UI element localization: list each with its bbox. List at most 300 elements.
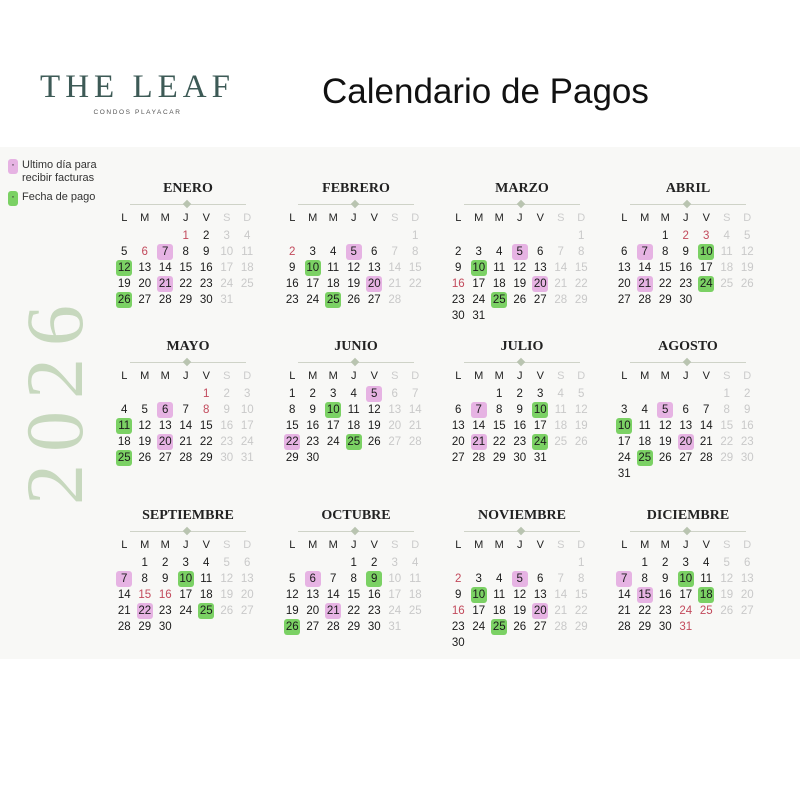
payment-day: 24 — [533, 436, 547, 448]
day-cell: 3 — [309, 246, 316, 258]
empty-cell — [469, 386, 490, 402]
day-cell: 15 — [574, 589, 588, 601]
day-cell: 22 — [179, 278, 193, 290]
day-cell: 25 — [699, 605, 713, 617]
day-cell: 26 — [720, 605, 734, 617]
day-cell: 9 — [682, 246, 689, 258]
weekday-label: V — [370, 212, 378, 224]
day-cell: 30 — [367, 621, 381, 633]
day-cell: 13 — [740, 573, 754, 585]
day-cell: 28 — [554, 621, 568, 633]
day-cell: 31 — [240, 452, 254, 464]
day-cell: 20 — [240, 589, 254, 601]
empty-cell — [510, 555, 531, 571]
day-cell: 7 — [557, 573, 564, 585]
day-cell: 29 — [492, 452, 506, 464]
day-cell: 22 — [638, 605, 652, 617]
weekday-label: S — [723, 212, 731, 224]
month-grid — [282, 212, 430, 308]
payment-day: 9 — [364, 571, 385, 587]
day-cell: 21 — [117, 605, 131, 617]
day-cell: 1 — [182, 230, 189, 242]
day-cell: 1 — [141, 557, 148, 569]
day-cell: 23 — [679, 278, 693, 290]
day-cell: 28 — [699, 452, 713, 464]
payment-day: 10 — [533, 404, 547, 416]
day-cell: 4 — [641, 404, 648, 416]
empty-cell — [448, 555, 469, 571]
day-cell: 11 — [327, 262, 340, 274]
day-cell: 29 — [720, 452, 734, 464]
weekday-label: D — [411, 539, 420, 551]
day-cell: 8 — [412, 246, 419, 258]
weekday-label: M — [140, 370, 150, 382]
day-cell: 14 — [179, 420, 193, 432]
day-cell: 11 — [347, 404, 360, 416]
day-cell: 10 — [220, 246, 234, 258]
day-cell: 3 — [682, 557, 689, 569]
day-cell: 28 — [408, 436, 422, 448]
day-cell: 11 — [200, 573, 213, 585]
day-cell: 8 — [578, 573, 585, 585]
weekday-label: S — [723, 370, 731, 382]
day-cell: 30 — [220, 452, 234, 464]
day-cell: 1 — [662, 230, 669, 242]
day-cell: 1 — [203, 388, 210, 400]
weekday-label: V — [202, 212, 210, 224]
payment-day: 10 — [679, 573, 693, 585]
month-grid — [114, 539, 262, 635]
day-cell: 13 — [617, 262, 631, 274]
invoice-deadline-day: 21 — [638, 278, 652, 290]
day-cell: 14 — [554, 589, 568, 601]
day-cell: 8 — [578, 246, 585, 258]
weekday-label: L — [455, 212, 462, 224]
invoice-deadline-day: 22 — [285, 436, 299, 448]
day-cell: 17 — [388, 589, 402, 601]
day-cell: 2 — [744, 388, 751, 400]
payment-day: 25 — [492, 621, 506, 633]
day-cell: 3 — [391, 557, 398, 569]
month-divider — [114, 198, 262, 212]
month-abril — [614, 180, 762, 308]
weekday-label: V — [702, 212, 710, 224]
day-cell: 13 — [240, 573, 254, 585]
empty-cell — [114, 228, 135, 244]
weekday-label: M — [494, 539, 504, 551]
day-cell: 13 — [306, 589, 320, 601]
day-cell: 22 — [408, 278, 422, 290]
month-name: JULIO — [500, 339, 544, 354]
empty-cell — [385, 228, 406, 244]
weekday-label: M — [328, 212, 338, 224]
weekday-label: M — [474, 539, 484, 551]
weekday-label: M — [328, 539, 338, 551]
weekday-label: S — [391, 370, 399, 382]
day-cell: 13 — [388, 404, 402, 416]
day-cell: 19 — [574, 420, 588, 432]
payment-day: 10 — [179, 573, 193, 585]
empty-cell — [489, 555, 510, 571]
invoice-deadline-day: 20 — [533, 278, 547, 290]
month-divider — [282, 525, 430, 539]
empty-cell — [614, 228, 635, 244]
weekday-label: D — [243, 212, 252, 224]
day-cell: 16 — [199, 262, 213, 274]
day-cell: 16 — [451, 278, 465, 290]
day-cell: 11 — [493, 589, 506, 601]
day-cell: 17 — [179, 589, 193, 601]
month-grid — [614, 370, 762, 482]
empty-cell — [551, 228, 572, 244]
day-cell: 22 — [658, 278, 672, 290]
day-cell: 14 — [388, 262, 402, 274]
empty-cell — [489, 228, 510, 244]
weekday-label: M — [494, 370, 504, 382]
day-cell: 13 — [451, 420, 465, 432]
day-cell: 16 — [451, 605, 465, 617]
day-cell: 6 — [537, 246, 544, 258]
day-cell: 9 — [455, 589, 462, 601]
weekday-label: D — [743, 370, 752, 382]
day-cell: 27 — [367, 294, 381, 306]
empty-cell — [676, 386, 697, 402]
day-cell: 15 — [138, 589, 152, 601]
day-cell: 3 — [475, 246, 482, 258]
day-cell: 5 — [289, 573, 296, 585]
day-cell: 23 — [451, 621, 465, 633]
day-cell: 21 — [617, 605, 631, 617]
day-cell: 27 — [740, 605, 754, 617]
day-cell: 24 — [240, 436, 254, 448]
invoice-deadline-day: 20 — [679, 436, 693, 448]
day-cell: 28 — [472, 452, 486, 464]
day-cell: 7 — [412, 388, 419, 400]
month-grid — [448, 539, 596, 651]
month-divider — [448, 198, 596, 212]
month-divider — [448, 525, 596, 539]
day-cell: 13 — [367, 262, 381, 274]
weekday-label: S — [391, 539, 399, 551]
month-divider — [448, 356, 596, 370]
day-cell: 15 — [199, 420, 213, 432]
day-cell: 31 — [220, 294, 234, 306]
weekday-label: D — [577, 539, 586, 551]
weekday-label: J — [517, 212, 523, 224]
day-cell: 23 — [740, 436, 754, 448]
day-cell: 6 — [621, 246, 628, 258]
day-cell: 30 — [451, 637, 465, 649]
day-cell: 19 — [513, 605, 527, 617]
day-cell: 22 — [492, 436, 506, 448]
day-cell: 23 — [306, 436, 320, 448]
invoice-deadline-day: 22 — [138, 605, 152, 617]
invoice-deadline-day: 5 — [364, 386, 385, 402]
day-cell: 15 — [179, 262, 193, 274]
day-cell: 20 — [617, 278, 631, 290]
month-name: ENERO — [163, 181, 213, 196]
day-cell: 16 — [679, 262, 693, 274]
weekday-label: S — [223, 539, 231, 551]
day-cell: 30 — [658, 621, 672, 633]
day-cell: 17 — [617, 436, 631, 448]
month-name: NOVIEMBRE — [478, 508, 566, 523]
day-cell: 27 — [533, 621, 547, 633]
day-cell: 4 — [557, 388, 564, 400]
day-cell: 13 — [533, 589, 547, 601]
day-cell: 29 — [347, 621, 361, 633]
day-cell: 25 — [720, 278, 734, 290]
month-grid — [114, 370, 262, 466]
weekday-label: J — [683, 539, 689, 551]
weekday-label: D — [243, 370, 252, 382]
invoice-deadline-day: 20 — [158, 436, 172, 448]
weekday-label: M — [660, 212, 670, 224]
day-cell: 30 — [740, 452, 754, 464]
month-name: FEBRERO — [322, 181, 390, 196]
day-cell: 23 — [658, 605, 672, 617]
empty-cell — [530, 555, 551, 571]
invoice-deadline-day: 6 — [303, 571, 324, 587]
day-cell: 23 — [367, 605, 381, 617]
weekday-label: D — [743, 539, 752, 551]
month-divider — [114, 356, 262, 370]
legend-item-payment-date — [8, 191, 122, 206]
day-cell: 18 — [117, 436, 131, 448]
day-cell: 19 — [347, 278, 361, 290]
day-cell: 14 — [699, 420, 713, 432]
empty-cell — [114, 386, 135, 402]
day-cell: 18 — [720, 262, 734, 274]
day-cell: 31 — [472, 310, 486, 322]
day-cell: 27 — [158, 452, 172, 464]
weekday-label: D — [411, 212, 420, 224]
day-cell: 15 — [347, 589, 361, 601]
day-cell: 7 — [330, 573, 337, 585]
day-cell: 17 — [306, 278, 320, 290]
weekday-label: M — [160, 212, 170, 224]
day-cell: 26 — [138, 452, 152, 464]
weekday-label: M — [328, 370, 338, 382]
weekday-label: L — [289, 212, 296, 224]
day-cell: 22 — [347, 605, 361, 617]
invoice-deadline-day: 20 — [367, 278, 381, 290]
day-cell: 24 — [220, 278, 234, 290]
day-cell: 12 — [513, 589, 527, 601]
day-cell: 27 — [240, 605, 254, 617]
day-cell: 7 — [703, 404, 710, 416]
day-cell: 15 — [285, 420, 299, 432]
month-name: DICIEMBRE — [646, 508, 730, 523]
day-cell: 7 — [182, 404, 189, 416]
payment-day: 26 — [285, 621, 299, 633]
weekday-label: V — [202, 539, 210, 551]
day-cell: 19 — [658, 436, 672, 448]
day-cell: 17 — [240, 420, 254, 432]
day-cell: 1 — [496, 388, 503, 400]
weekday-label: J — [351, 370, 357, 382]
day-cell: 6 — [455, 404, 462, 416]
day-cell: 14 — [554, 262, 568, 274]
day-cell: 21 — [699, 436, 713, 448]
day-cell: 12 — [720, 573, 734, 585]
month-name: OCTUBRE — [321, 508, 391, 523]
empty-cell — [323, 555, 344, 571]
day-cell: 17 — [326, 420, 340, 432]
empty-cell — [448, 386, 469, 402]
empty-cell — [323, 228, 344, 244]
day-cell: 27 — [306, 621, 320, 633]
day-cell: 1 — [578, 230, 585, 242]
empty-cell — [303, 228, 324, 244]
day-cell: 6 — [244, 557, 251, 569]
day-cell: 1 — [412, 230, 419, 242]
day-cell: 30 — [451, 310, 465, 322]
payment-day: 25 — [347, 436, 361, 448]
weekday-label: L — [121, 370, 128, 382]
day-cell: 26 — [220, 605, 234, 617]
empty-cell — [614, 386, 635, 402]
day-cell: 1 — [723, 388, 730, 400]
day-cell: 12 — [285, 589, 299, 601]
day-cell: 27 — [617, 294, 631, 306]
month-grid — [448, 370, 596, 466]
day-cell: 5 — [744, 230, 751, 242]
month-divider — [114, 525, 262, 539]
day-cell: 4 — [350, 388, 357, 400]
day-cell: 31 — [533, 452, 547, 464]
day-cell: 4 — [244, 230, 251, 242]
day-cell: 9 — [309, 404, 316, 416]
day-cell: 7 — [391, 246, 398, 258]
weekday-label: M — [660, 370, 670, 382]
weekday-label: M — [160, 539, 170, 551]
month-diciembre — [614, 507, 762, 635]
day-cell: 9 — [744, 404, 751, 416]
weekday-label: M — [308, 212, 318, 224]
month-noviembre — [448, 507, 596, 651]
weekday-label: S — [223, 212, 231, 224]
legend-item-invoice-deadline — [8, 159, 122, 185]
month-octubre — [282, 507, 430, 635]
day-cell: 6 — [371, 246, 378, 258]
day-cell: 29 — [285, 452, 299, 464]
day-cell: 16 — [513, 420, 527, 432]
weekday-label: J — [351, 212, 357, 224]
day-cell: 24 — [388, 605, 402, 617]
day-cell: 2 — [203, 230, 210, 242]
month-mayo — [114, 338, 262, 466]
day-cell: 18 — [326, 278, 340, 290]
day-cell: 23 — [199, 278, 213, 290]
day-cell: 5 — [578, 388, 585, 400]
day-cell: 18 — [408, 589, 422, 601]
day-cell: 5 — [121, 246, 128, 258]
day-cell: 6 — [537, 573, 544, 585]
month-grid — [282, 539, 430, 635]
empty-cell — [282, 555, 303, 571]
day-cell: 13 — [533, 262, 547, 274]
weekday-label: D — [743, 212, 752, 224]
weekday-label: V — [536, 539, 544, 551]
day-cell: 21 — [388, 278, 402, 290]
day-cell: 2 — [371, 557, 378, 569]
day-cell: 29 — [658, 294, 672, 306]
legend-label: Fecha de pago — [22, 191, 96, 203]
day-cell: 28 — [158, 294, 172, 306]
day-cell: 27 — [138, 294, 152, 306]
weekday-label: L — [621, 539, 628, 551]
day-cell: 25 — [554, 436, 568, 448]
invoice-deadline-day: 6 — [155, 402, 176, 418]
month-name: SEPTIEMBRE — [142, 508, 234, 523]
invoice-deadline-day: 7 — [469, 402, 490, 418]
day-cell: 14 — [326, 589, 340, 601]
day-cell: 3 — [537, 388, 544, 400]
day-cell: 29 — [179, 294, 193, 306]
weekday-label: L — [621, 370, 628, 382]
day-cell: 18 — [240, 262, 254, 274]
weekday-label: S — [557, 539, 565, 551]
weekday-label: L — [455, 539, 462, 551]
empty-cell — [469, 228, 490, 244]
day-cell: 26 — [740, 278, 754, 290]
invoice-deadline-day: 21 — [158, 278, 172, 290]
month-divider — [282, 356, 430, 370]
weekday-label: J — [183, 539, 189, 551]
weekday-label: V — [202, 370, 210, 382]
day-cell: 17 — [679, 589, 693, 601]
payment-day: 10 — [472, 589, 486, 601]
day-cell: 29 — [574, 621, 588, 633]
day-cell: 11 — [700, 573, 713, 585]
day-cell: 5 — [141, 404, 148, 416]
day-cell: 8 — [641, 573, 648, 585]
day-cell: 18 — [492, 278, 506, 290]
day-cell: 9 — [455, 262, 462, 274]
day-cell: 28 — [388, 294, 402, 306]
month-divider — [614, 198, 762, 212]
day-cell: 19 — [220, 589, 234, 601]
day-cell: 28 — [617, 621, 631, 633]
weekday-label: M — [640, 212, 650, 224]
month-grid — [614, 212, 762, 308]
invoice-deadline-day: 21 — [472, 436, 486, 448]
day-cell: 8 — [496, 404, 503, 416]
invoice-deadline-day: 5 — [510, 571, 531, 587]
invoice-deadline-day: 20 — [533, 605, 547, 617]
empty-cell — [176, 386, 197, 402]
payment-day: 25 — [492, 294, 506, 306]
day-cell: 2 — [455, 573, 462, 585]
day-cell: 2 — [309, 388, 316, 400]
month-name: MARZO — [495, 181, 549, 196]
weekday-label: V — [536, 370, 544, 382]
weekday-label: J — [517, 539, 523, 551]
month-febrero — [282, 180, 430, 308]
day-cell: 3 — [244, 388, 251, 400]
weekday-label: S — [723, 539, 731, 551]
month-name: AGOSTO — [658, 339, 718, 354]
day-cell: 13 — [138, 262, 152, 274]
day-cell: 23 — [513, 436, 527, 448]
day-cell: 14 — [638, 262, 652, 274]
day-cell: 18 — [638, 436, 652, 448]
weekday-label: M — [308, 370, 318, 382]
day-cell: 10 — [388, 573, 402, 585]
day-cell: 12 — [220, 573, 234, 585]
month-name: MAYO — [166, 339, 210, 354]
